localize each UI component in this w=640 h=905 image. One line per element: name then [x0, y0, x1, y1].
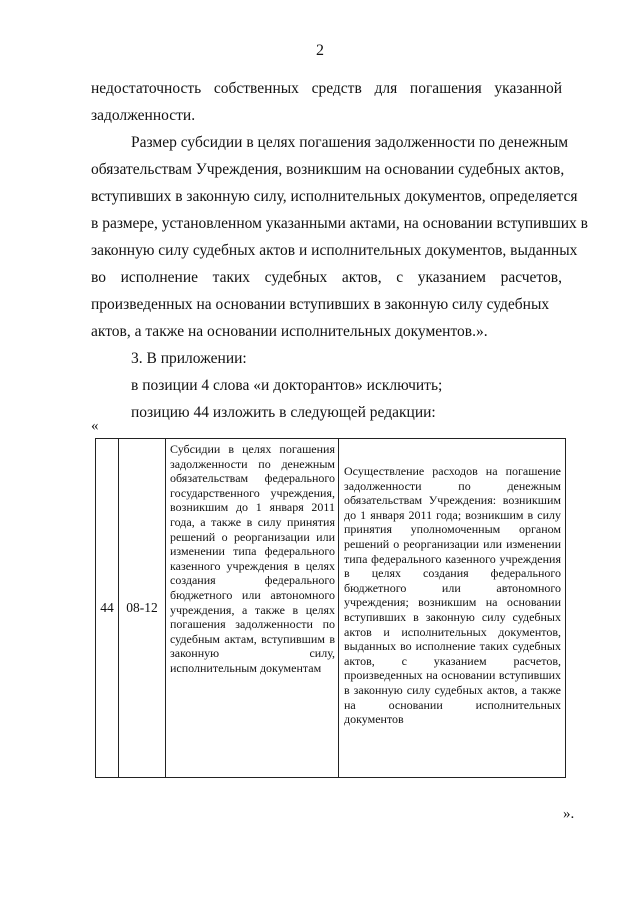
word: с [396, 269, 404, 286]
paragraph-4: в позиции 4 слова «и докторантов» исключить; [131, 377, 443, 394]
closing-quote: ». [563, 806, 575, 822]
paragraph-1-line-1 [91, 80, 562, 98]
word: таких [212, 269, 251, 286]
paragraph-2-line-8: актов, а также на основании исполнительных документов.». [91, 323, 488, 340]
word: для [374, 80, 398, 97]
word: недостаточность [91, 80, 202, 97]
paragraph-2-line-5: законную силу судебных актов и исполнительных документов, выданных [91, 242, 578, 259]
description-text: Осуществление расходов на погашение задолженности по денежным обязательствам Учреждения: возникшим до 1 января 2011 года; возникшим в силу принятия уполномоченным органом решений о реорганизации или изменении типа федерального казенного учреждения в целях создания федерального бюджетного или автономного учреждения; возникшим на основании вступивших в законную силу судебных актов и исполнительных документов, выданных во исполнение таких судебных актов, с указанием расчетов, произведенных на основании вступивших в законную силу судебных актов, а также на основании исполнительных документов [344, 464, 561, 727]
paragraph-2-line-3: вступивших в законную силу, исполнительных документов, определяется [91, 188, 578, 205]
word: во [91, 269, 106, 286]
page-number: 2 [316, 42, 324, 59]
position-table [95, 438, 566, 778]
opening-quote: « [91, 418, 99, 434]
word: исполнение [120, 269, 198, 286]
position-description [339, 439, 566, 778]
word: средств [311, 80, 362, 97]
paragraph-2-line-6 [91, 269, 562, 287]
paragraph-1-line-2: задолженности. [91, 107, 196, 124]
paragraph-2-line-1: Размер субсидии в целях погашения задолженности по денежным [131, 134, 569, 151]
table-row [96, 439, 566, 778]
word: погашения [409, 80, 482, 97]
word: судебных [264, 269, 328, 286]
paragraph-2-line-7: произведенных на основании вступивших в законную силу судебных [91, 296, 550, 313]
position-number: 44 [96, 439, 119, 778]
paragraph-3: 3. В приложении: [131, 350, 247, 367]
paragraph-2-line-2: обязательствам Учреждения, возникшим на основании судебных актов, [91, 161, 565, 178]
word: указанной [494, 80, 562, 97]
spacer [344, 443, 561, 464]
word: расчетов, [500, 269, 562, 286]
paragraph-2-line-4: в размере, установленном указанными актами, на основании вступивших в [91, 215, 588, 232]
position-code: 08-12 [119, 439, 166, 778]
word: указанием [417, 269, 486, 286]
position-name: Субсидии в целях погашения задолженности по денежным обязательствам федерального государственного учреждения, возникшим до 1 января 2011 года, а также в силу принятия решений о реорганизации или изменении типа федерального казенного учреждения в целях создания федерального бюджетного или автономного учреждения, а также в целях погашения задолженности по судебным актам, вступившим в законную силу, исполнительным документам [166, 439, 339, 778]
word: актов, [341, 269, 382, 286]
paragraph-5: позицию 44 изложить в следующей редакции: [131, 404, 436, 421]
word: собственных [213, 80, 299, 97]
